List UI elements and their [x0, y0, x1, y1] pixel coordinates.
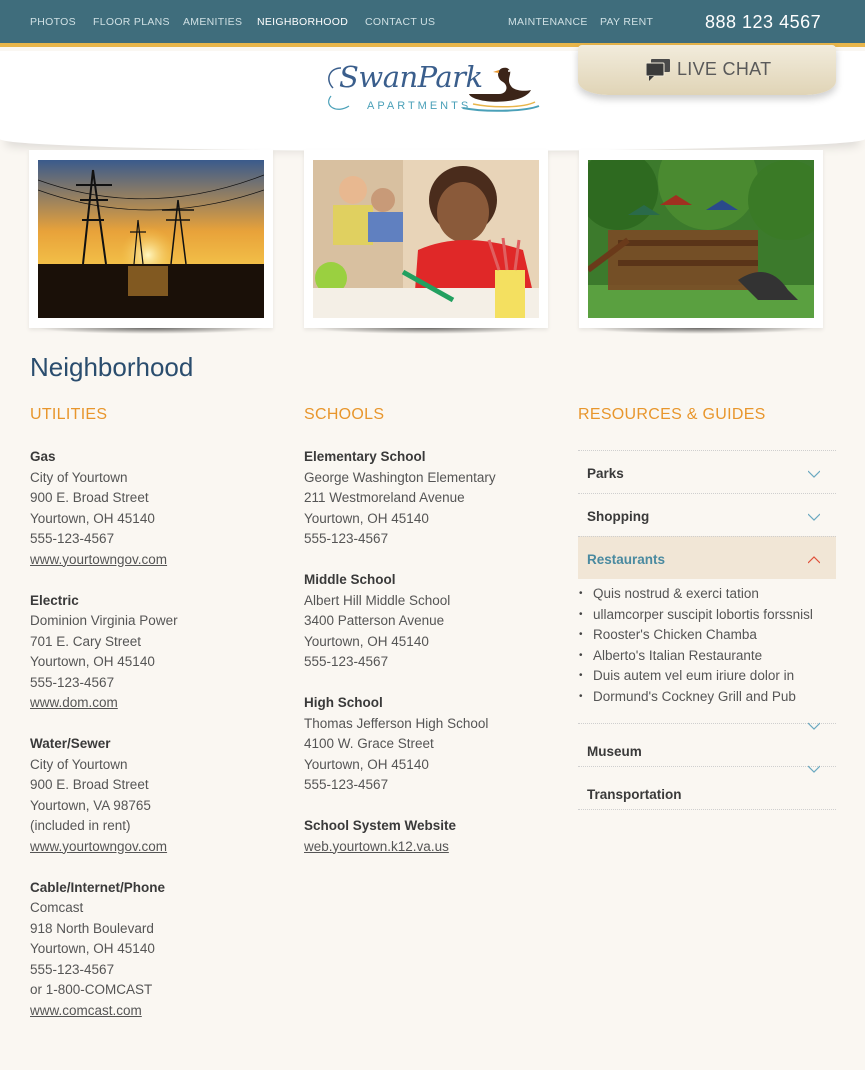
utility-line: or 1-800-COMCAST — [30, 982, 153, 997]
utility-line: City of Yourtown — [30, 469, 128, 485]
school-entry — [304, 816, 564, 857]
schools-column — [304, 447, 564, 878]
school-line: 555-123-4567 — [304, 531, 389, 546]
utility-line: Comcast — [30, 900, 84, 915]
school-title: Elementary School — [304, 449, 426, 464]
restaurants-list — [578, 579, 836, 723]
phone-number[interactable]: 888 123 4567 — [705, 12, 822, 32]
top-nav-bar — [0, 0, 865, 47]
logo-wordmark: SwanPark — [339, 60, 483, 94]
utilities-heading: UTILITIES — [30, 406, 108, 423]
utility-line: Yourtown, VA 98765 — [30, 797, 151, 813]
school-line: 555-123-4567 — [304, 654, 389, 669]
resources-heading: RESOURCES & GUIDES — [578, 406, 766, 423]
school-entry — [304, 693, 564, 796]
nav-photos[interactable]: PHOTOS — [30, 16, 76, 28]
utilities-column — [30, 447, 290, 1042]
utility-website-link[interactable]: www.comcast.com — [30, 1002, 142, 1018]
school-entry — [304, 570, 564, 673]
school-line: 555-123-4567 — [304, 777, 389, 792]
utility-title: Water/Sewer — [30, 736, 111, 751]
utility-entry — [30, 447, 290, 570]
utility-line: 555-123-4567 — [30, 531, 115, 546]
utility-title: Electric — [30, 592, 79, 608]
nav-floor-plans[interactable]: FLOOR PLANS — [93, 16, 170, 28]
photo-card-resources — [579, 150, 823, 328]
utility-entry — [30, 591, 290, 714]
school-line: Thomas Jefferson High School — [304, 715, 489, 731]
chevron-up-icon — [808, 554, 820, 566]
live-chat-label: LIVE CHAT — [677, 59, 772, 79]
photo-card-schools — [304, 150, 548, 328]
school-line: Yourtown, OH 45140 — [304, 756, 429, 772]
accordion-item-restaurants[interactable] — [578, 536, 836, 579]
school-line: 3400 Patterson Avenue — [304, 613, 445, 628]
accordion-label: Parks — [587, 466, 624, 481]
live-chat-button[interactable] — [578, 45, 836, 95]
girl-in-classroom-photo — [313, 160, 539, 318]
list-item[interactable]: • Duis autem vel eum iriure dolor in — [578, 666, 836, 687]
logo-subtitle: APARTMENTS — [367, 100, 472, 112]
school-line: 211 Westmoreland Avenue — [304, 490, 465, 505]
utility-title: Cable/Internet/Phone — [30, 879, 166, 895]
nav-pay-rent[interactable]: PAY RENT — [600, 16, 654, 28]
utility-website-link[interactable]: www.yourtowngov.com — [30, 838, 168, 854]
utility-line: Yourtown, OH 45140 — [30, 654, 155, 669]
school-entry — [304, 447, 564, 550]
utility-entry — [30, 734, 290, 857]
power-lines-sunset-photo — [38, 160, 264, 318]
list-item[interactable]: • Dormund's Cockney Grill and Pub — [578, 687, 836, 708]
utility-line: 918 North Boulevard — [30, 920, 154, 936]
utility-line: 555-123-4567 — [30, 961, 115, 977]
accordion-label: Transportation — [587, 787, 682, 802]
school-title: Middle School — [304, 572, 396, 587]
accordion-label: Shopping — [587, 509, 650, 524]
utility-line: 701 E. Cary Street — [30, 633, 142, 649]
chevron-down-icon — [808, 720, 820, 732]
utility-line: Dominion Virginia Power — [30, 613, 178, 628]
utility-website-link[interactable]: www.yourtowngov.com — [30, 551, 168, 567]
utility-line: 900 E. Broad Street — [30, 490, 149, 505]
nav-amenities[interactable]: AMENITIES — [183, 16, 243, 28]
playground-photo — [588, 160, 814, 318]
accordion-bottom-divider — [578, 809, 836, 810]
accordion-item-transportation[interactable] — [578, 766, 836, 809]
list-item[interactable]: • ullamcorper suscipit lobortis forssnisl — [578, 605, 836, 626]
chevron-down-icon — [808, 511, 820, 523]
utility-title: Gas — [30, 449, 56, 464]
accordion-item-shopping[interactable] — [578, 493, 836, 536]
schools-heading: SCHOOLS — [304, 406, 385, 423]
utility-entry — [30, 878, 290, 1022]
list-item[interactable]: • Alberto's Italian Restaurante — [578, 646, 836, 667]
chevron-down-icon — [808, 763, 820, 775]
photo-card-utilities — [29, 150, 273, 328]
school-line: Yourtown, OH 45140 — [304, 510, 429, 526]
utility-line: City of Yourtown — [30, 756, 128, 772]
school-line: Albert Hill Middle School — [304, 592, 451, 608]
list-item[interactable]: • Quis nostrud & exerci tation — [578, 584, 836, 605]
accordion-label: Museum — [587, 744, 642, 759]
chevron-down-icon — [808, 468, 820, 480]
utility-line: 555-123-4567 — [30, 674, 115, 690]
school-title: High School — [304, 695, 383, 710]
nav-maintenance[interactable]: MAINTENANCE — [508, 16, 588, 28]
nav-neighborhood[interactable]: NEIGHBORHOOD — [257, 16, 349, 28]
school-line: George Washington Elementary — [304, 469, 496, 485]
utility-line: 900 E. Broad Street — [30, 777, 149, 792]
page-title: Neighborhood — [30, 352, 194, 382]
utility-line: (included in rent) — [30, 818, 131, 833]
accordion-item-parks[interactable] — [578, 450, 836, 493]
utility-website-link[interactable]: www.dom.com — [30, 695, 118, 710]
utility-line: Yourtown, OH 45140 — [30, 941, 155, 956]
chat-bubble-icon — [646, 59, 670, 81]
school-line: Yourtown, OH 45140 — [304, 633, 429, 649]
school-line: 4100 W. Grace Street — [304, 736, 434, 751]
list-item[interactable]: • Rooster's Chicken Chamba — [578, 625, 836, 646]
school-website-link[interactable]: web.yourtown.k12.va.us — [304, 838, 449, 854]
utility-line: Yourtown, OH 45140 — [30, 510, 155, 526]
accordion-item-museum[interactable] — [578, 723, 836, 766]
resources-accordion — [578, 450, 836, 810]
swanpark-logo[interactable] — [323, 60, 543, 120]
nav-contact-us[interactable]: CONTACT US — [365, 16, 436, 28]
accordion-label: Restaurants — [587, 552, 666, 567]
school-title: School System Website — [304, 818, 457, 833]
